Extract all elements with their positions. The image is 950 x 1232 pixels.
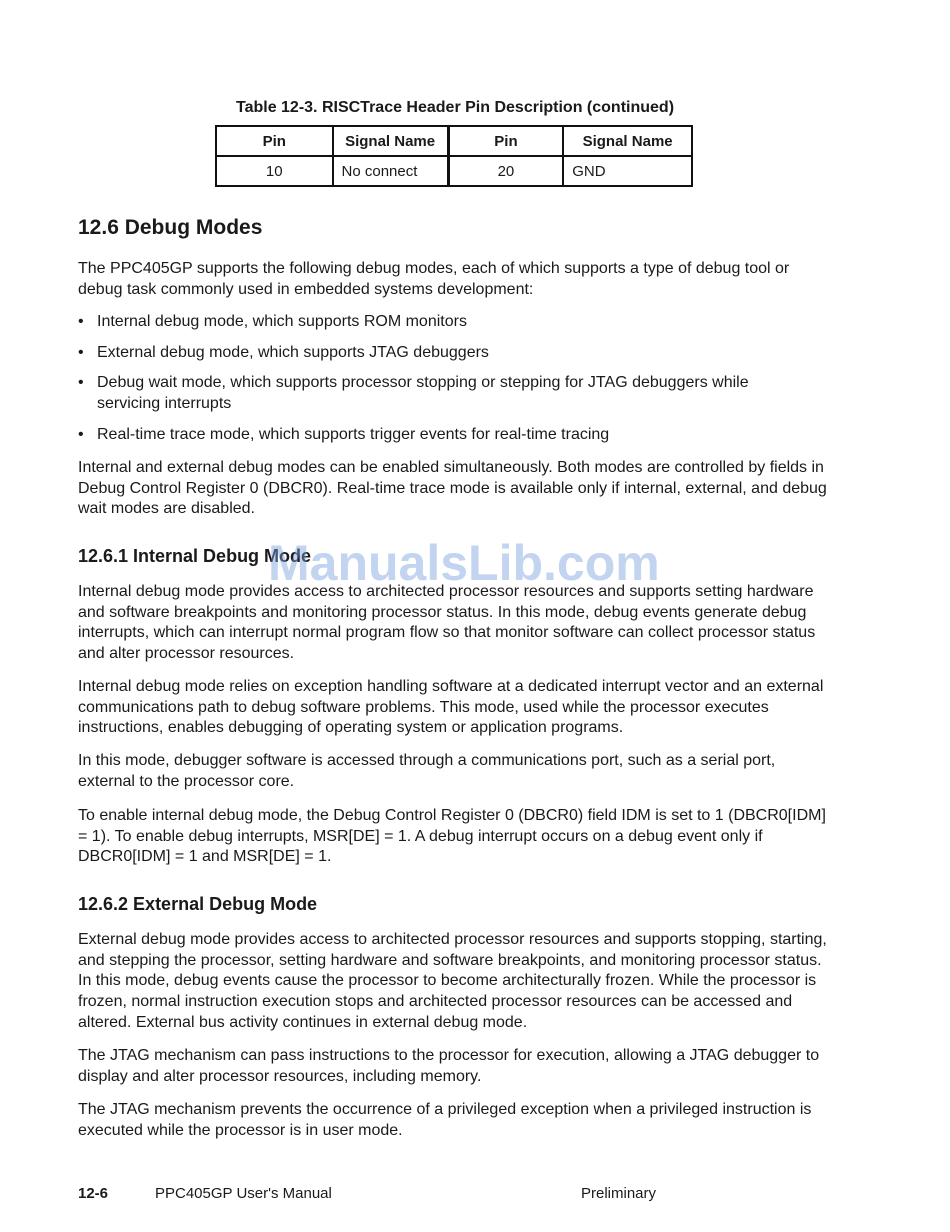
table-caption: Table 12-3. RISCTrace Header Pin Description (continued) <box>235 99 675 116</box>
internal-debug-paragraph: To enable internal debug mode, the Debug Control Register 0 (DBCR0) field IDM is set to 1 (DBCR0[IDM] = 1). To enable debug interrupts, MSR[DE] = 1. A debug interrupt occurs on a debug event only if DBCR0[IDM] = 1 and MSR[DE] = 1. <box>78 807 826 866</box>
table-cell: 10 <box>216 156 333 186</box>
section-heading-external-debug: 12.6.2 External Debug Mode <box>78 894 318 914</box>
table-row <box>216 156 692 186</box>
footer-page-number: 12-6 <box>78 1185 109 1202</box>
list-item: • Debug wait mode, which supports processor stopping or stepping for JTAG debuggers while servicing interrupts <box>78 373 808 414</box>
table-header-cell: Pin <box>216 126 333 156</box>
watermark-logo: ManualsLib.com <box>268 535 660 591</box>
table-cell: 20 <box>448 156 563 186</box>
debug-modes-summary: Internal and external debug modes can be enabled simultaneously. Both modes are controlled by fields in Debug Control Register 0 (DBCR0). Real-time trace mode is available only if internal, external, and debug wait modes are disabled. <box>78 459 827 518</box>
list-item: • External debug mode, which supports JTAG debuggers <box>78 343 808 364</box>
table-header-cell: Signal Name <box>333 126 449 156</box>
external-debug-paragraph: External debug mode provides access to architected processor resources and supports stopping, starting, and stepping the processor, setting hardware and software breakpoints, and monitoring processor status. In this mode, debug events cause the processor to become architecturally frozen. While the processor is frozen, normal instruction execution stops and architected processor resources can be accessed and altered. External bus activity continues in external debug mode. <box>78 931 827 1031</box>
list-item: • Real-time trace mode, which supports trigger events for real-time tracing <box>78 425 808 446</box>
list-item: • Internal debug mode, which supports ROM monitors <box>78 312 808 333</box>
debug-modes-intro: The PPC405GP supports the following debug modes, each of which supports a type of debug tool or debug task commonly used in embedded systems development: <box>78 260 790 298</box>
table-cell: GND <box>563 156 692 186</box>
external-debug-paragraph: The JTAG mechanism prevents the occurrence of a privileged exception when a privileged instruction is executed while the processor is in user mode. <box>78 1101 812 1139</box>
table-header-cell: Pin <box>448 126 563 156</box>
debug-modes-list <box>78 312 808 456</box>
table-header-cell: Signal Name <box>563 126 692 156</box>
table-header-row <box>216 126 692 156</box>
external-debug-paragraph: The JTAG mechanism can pass instructions to the processor for execution, allowing a JTAG debugger to display and alter processor resources, including memory. <box>78 1047 820 1085</box>
footer-status: Preliminary <box>581 1185 657 1202</box>
section-heading-internal-debug: 12.6.1 Internal Debug Mode <box>78 546 312 566</box>
internal-debug-paragraph: Internal debug mode relies on exception handling software at a dedicated interrupt vector and an external communications path to debug software problems. This mode, used while the processor executes instructions, enables debugging of operating system or application programs. <box>78 678 824 737</box>
internal-debug-paragraph: Internal debug mode provides access to architected processor resources and supports setting hardware and software breakpoints and monitoring processor status. In this mode, debug events generate debug interrupts, which can interrupt normal program flow so that monitor software can collect processor status and alter processor resources. <box>78 583 816 663</box>
footer-manual-title: PPC405GP User's Manual <box>155 1185 332 1202</box>
internal-debug-paragraph: In this mode, debugger software is accessed through a communications port, such as a serial port, external to the processor core. <box>78 752 776 790</box>
pin-description-table <box>215 125 693 187</box>
section-heading-debug-modes: 12.6 Debug Modes <box>78 216 263 239</box>
table-cell: No connect <box>333 156 449 186</box>
